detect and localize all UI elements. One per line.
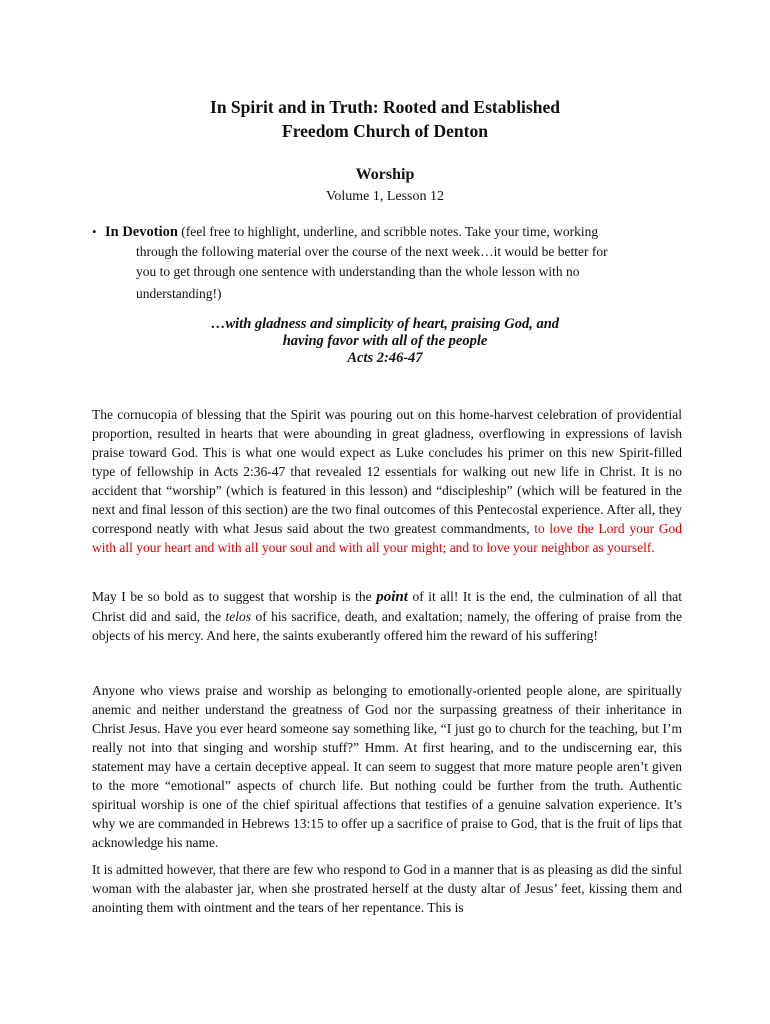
paragraph-1-red-quote: to love the Lord your God with all your heart and with all your soul and with all your might; and to love your neighbor as yourself. [92,521,682,555]
paragraph-2-emphasis: point [376,589,408,605]
devotion-first-line [105,222,598,242]
paragraph-1 [92,405,682,557]
devotion-continuation [136,242,676,304]
paragraph-3: Anyone who views praise and worship as belonging to emotionally-oriented people alone, are spiritually anemic and neither understand the greatness of God nor the surpassing greatness of their inheritance in Christ Jesus. Have you ever heard someone say something like, “I just go to church for the teaching, but I’m really not into that singing and worship stuff?” Hmm. At first hearing, and to the undiscerning ear, this statement may have a certain deceptive appeal. It can seem to suggest that more mature people aren’t given to the more “emotional” aspects of church life. But nothing could be further from the truth. Authentic spiritual worship is one of the chief spiritual affections that testifies of a genuine salvation experience. It’s why we are commanded in Hebrews 13:15 to offer up a sacrifice of praise to God, that is the fruit of lips that acknowledge his name. [92,683,682,850]
devotion-text-first: (feel free to highlight, underline, and scribble notes. Take your time, working [177,224,599,239]
scripture-reference: Acts 2:46-47 [347,350,423,366]
church-name: Freedom Church of Denton [282,121,488,141]
scripture-line-1: …with gladness and simplicity of heart, praising God, and [210,316,560,332]
volume-lesson: Volume 1, Lesson 12 [326,189,444,204]
paragraph-4: It is admitted however, that there are few who respond to God in a manner that is as pleasing as did the sinful woman with the alabaster jar, when she prostrated herself at the dusty altar of Jesus’ feet, kissing them and anointing them with ointment and the tears of her repentance. This is [92,862,682,915]
devotion-text-cont-1: through the following material over the course of the next week…it would be better for [136,244,608,259]
paragraph-1-text: The cornucopia of blessing that the Spirit was pouring out on this home-harvest celebration of providential proportion, resulted in hearts that were abounding in great gladness, overflowing in expressions of lavish praise toward God. This is what one would expect as Luke concludes his primer on this new Spirit-filled type of fellowship in Acts 2:36-47 that revealed 12 essentials for walking out new life in Christ. It is no accident that “worship” (which is featured in this lesson) and “discipleship” (which will be featured in the next and final lesson of this section) are the two final outcomes of this Pentecostal experience. After all, they correspond neatly with what Jesus said about the two greatest commandments, [92,407,682,536]
paragraph-2 [92,587,682,645]
section-title: Worship [355,166,415,183]
paragraph-2-telos: telos [225,609,252,624]
scripture-line-2: having favor with all of the people [282,333,488,349]
devotion-label: In Devotion [105,224,178,240]
paragraph-2-mid: of it all! It is the end, the culmination of all that Christ did and said, the [92,589,682,624]
document-title: In Spirit and in Truth: Rooted and Established [210,97,560,117]
bullet-icon: • [92,224,97,239]
devotion-text-cont-3: understanding!) [136,286,222,301]
paragraph-2-after: of his sacrifice, death, and exaltation; namely, the offering of praise from the objects of his mercy. And here, the saints exuberantly offered him the reward of his suffering! [92,609,682,643]
devotion-text-cont-2: you to get through one sentence with understanding than the whole lesson with no [136,264,580,279]
paragraph-2-before: May I be so bold as to suggest that worship is the [92,589,377,604]
